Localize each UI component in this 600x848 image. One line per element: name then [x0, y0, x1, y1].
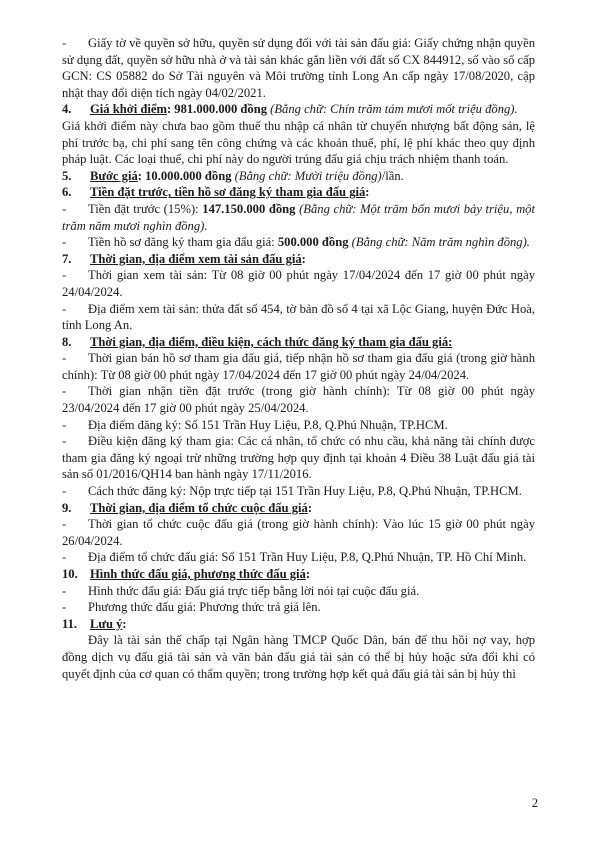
paragraph: Đây là tài sản thế chấp tại Ngân hàng TMCP Quốc Dân, bán để thu hồi nợ vay, hợp đồng dịch vụ đấu giá tài sản và văn bản đấu giá tài sản có thể bị hủy hoặc sửa đổi khi có quyết định của cơ quan có thẩm quyền; trong trường hợp kết quả đấu giá tài sản bị hủy thì: [62, 633, 535, 681]
section-heading-8: 8. Thời gian, địa điểm, điều kiện, cách thức đăng ký tham gia đấu giá:: [62, 334, 453, 349]
section-heading-4: 4. Giá khởi điểm: 981.000.000 đồng (Bằng chữ: Chín trăm tám mươi mốt triệu đồng).: [62, 102, 518, 117]
paragraph: Giá khởi điểm này chưa bao gồm thuế thu nhập cá nhân từ chuyển nhượng bất động sản, lệ phí trước bạ, chi phí sang tên công chứng và các khoản thuế, phí, lệ phí khác theo quy định pháp luật. Các loại thuế, chi phí này do người trúng đấu giá chịu trách nhiệm thanh toán.: [62, 118, 535, 167]
section-heading-7: 7. Thời gian, địa điểm xem tài sản đấu giá:: [62, 251, 306, 266]
list-item: - Giấy tờ về quyền sở hữu, quyền sử dụng đối với tài sản đấu giá: Giấy chứng nhận quyền sử dụng đất, quyền sở hữu nhà ở và tài sản khác gắn liền với đất số CX 844912, số vào sổ cấp GCN: CS 05882 do Sở Tài nguyên và Môi trường tỉnh Long An cấp ngày 17/08/2020, cập nhật thay đổi diện tích ngày 04/02/2021.: [62, 36, 535, 100]
list-item: - Hình thức đấu giá: Đấu giá trực tiếp bằng lời nói tại cuộc đấu giá.: [62, 583, 420, 598]
list-item: - Cách thức đăng ký: Nộp trực tiếp tại 151 Trần Huy Liệu, P.8, Q.Phú Nhuận, TP.HCM.: [62, 484, 522, 499]
document-body: [62, 35, 535, 682]
list-item: - Tiền hồ sơ đăng ký tham gia đấu giá: 500.000 đồng (Bằng chữ: Năm trăm nghìn đồng).: [62, 235, 530, 250]
list-item: - Thời gian bán hồ sơ tham gia đấu giá, tiếp nhận hồ sơ tham gia đấu giá (trong giờ hành chính): Từ 08 giờ 00 phút ngày 17/04/2024 đến 17 giờ 00 phút ngày 24/04/2024.: [62, 351, 535, 382]
list-item: - Phương thức đấu giá: Phương thức trả giá lên.: [62, 600, 321, 615]
list-item: - Tiền đặt trước (15%): 147.150.000 đồng (Bằng chữ: Một trăm bốn mươi bảy triệu, một trăm năm mươi nghìn đồng).: [62, 201, 535, 233]
section-heading-11: 11. Lưu ý:: [62, 616, 127, 631]
section-heading-5: 5. Bước giá: 10.000.000 đồng (Bằng chữ: Mười triệu đồng)/lần.: [62, 168, 404, 183]
list-item: - Thời gian tổ chức cuộc đấu giá (trong giờ hành chính): Vào lúc 15 giờ 00 phút ngày 26/04/2024.: [62, 517, 535, 548]
list-item: - Địa điểm đăng ký: Số 151 Trần Huy Liệu, P.8, Q.Phú Nhuận, TP.HCM.: [62, 417, 448, 432]
section-heading-6: 6. Tiền đặt trước, tiền hồ sơ đăng ký tham gia đấu giá:: [62, 185, 370, 200]
list-item: - Địa điểm tổ chức đấu giá: Số 151 Trần Huy Liệu, P.8, Q.Phú Nhuận, TP. Hồ Chí Minh.: [62, 550, 527, 565]
list-item: - Thời gian nhận tiền đặt trước (trong giờ hành chính): Từ 08 giờ 00 phút ngày 23/04/2024 đến 17 giờ 00 phút ngày 25/04/2024.: [62, 384, 535, 416]
section-heading-10: 10. Hình thức đấu giá, phương thức đấu giá:: [62, 567, 311, 581]
list-item: - Địa điểm xem tài sản: thửa đất số 454, tờ bản đồ số 4 tại xã Lộc Giang, huyện Đức Hoà, tỉnh Long An.: [62, 301, 535, 333]
list-item: - Thời gian xem tài sản: Từ 08 giờ 00 phút ngày 17/04/2024 đến 17 giờ 00 phút ngày 24/04/2024.: [62, 268, 535, 299]
page-number: 2: [531, 796, 538, 810]
section-heading-9: 9. Thời gian, địa điểm tổ chức cuộc đấu giá:: [62, 500, 313, 515]
list-item: - Điều kiện đăng ký tham gia: Các cá nhân, tổ chức có nhu cầu, khả năng tài chính được tham gia đăng ký ngoại trừ những trường hợp quy định tại khoản 4 Điều 38 Luật đấu giá tài sản số 01/2016/QH14 ban hành ngày 17/11/2016.: [62, 434, 535, 482]
